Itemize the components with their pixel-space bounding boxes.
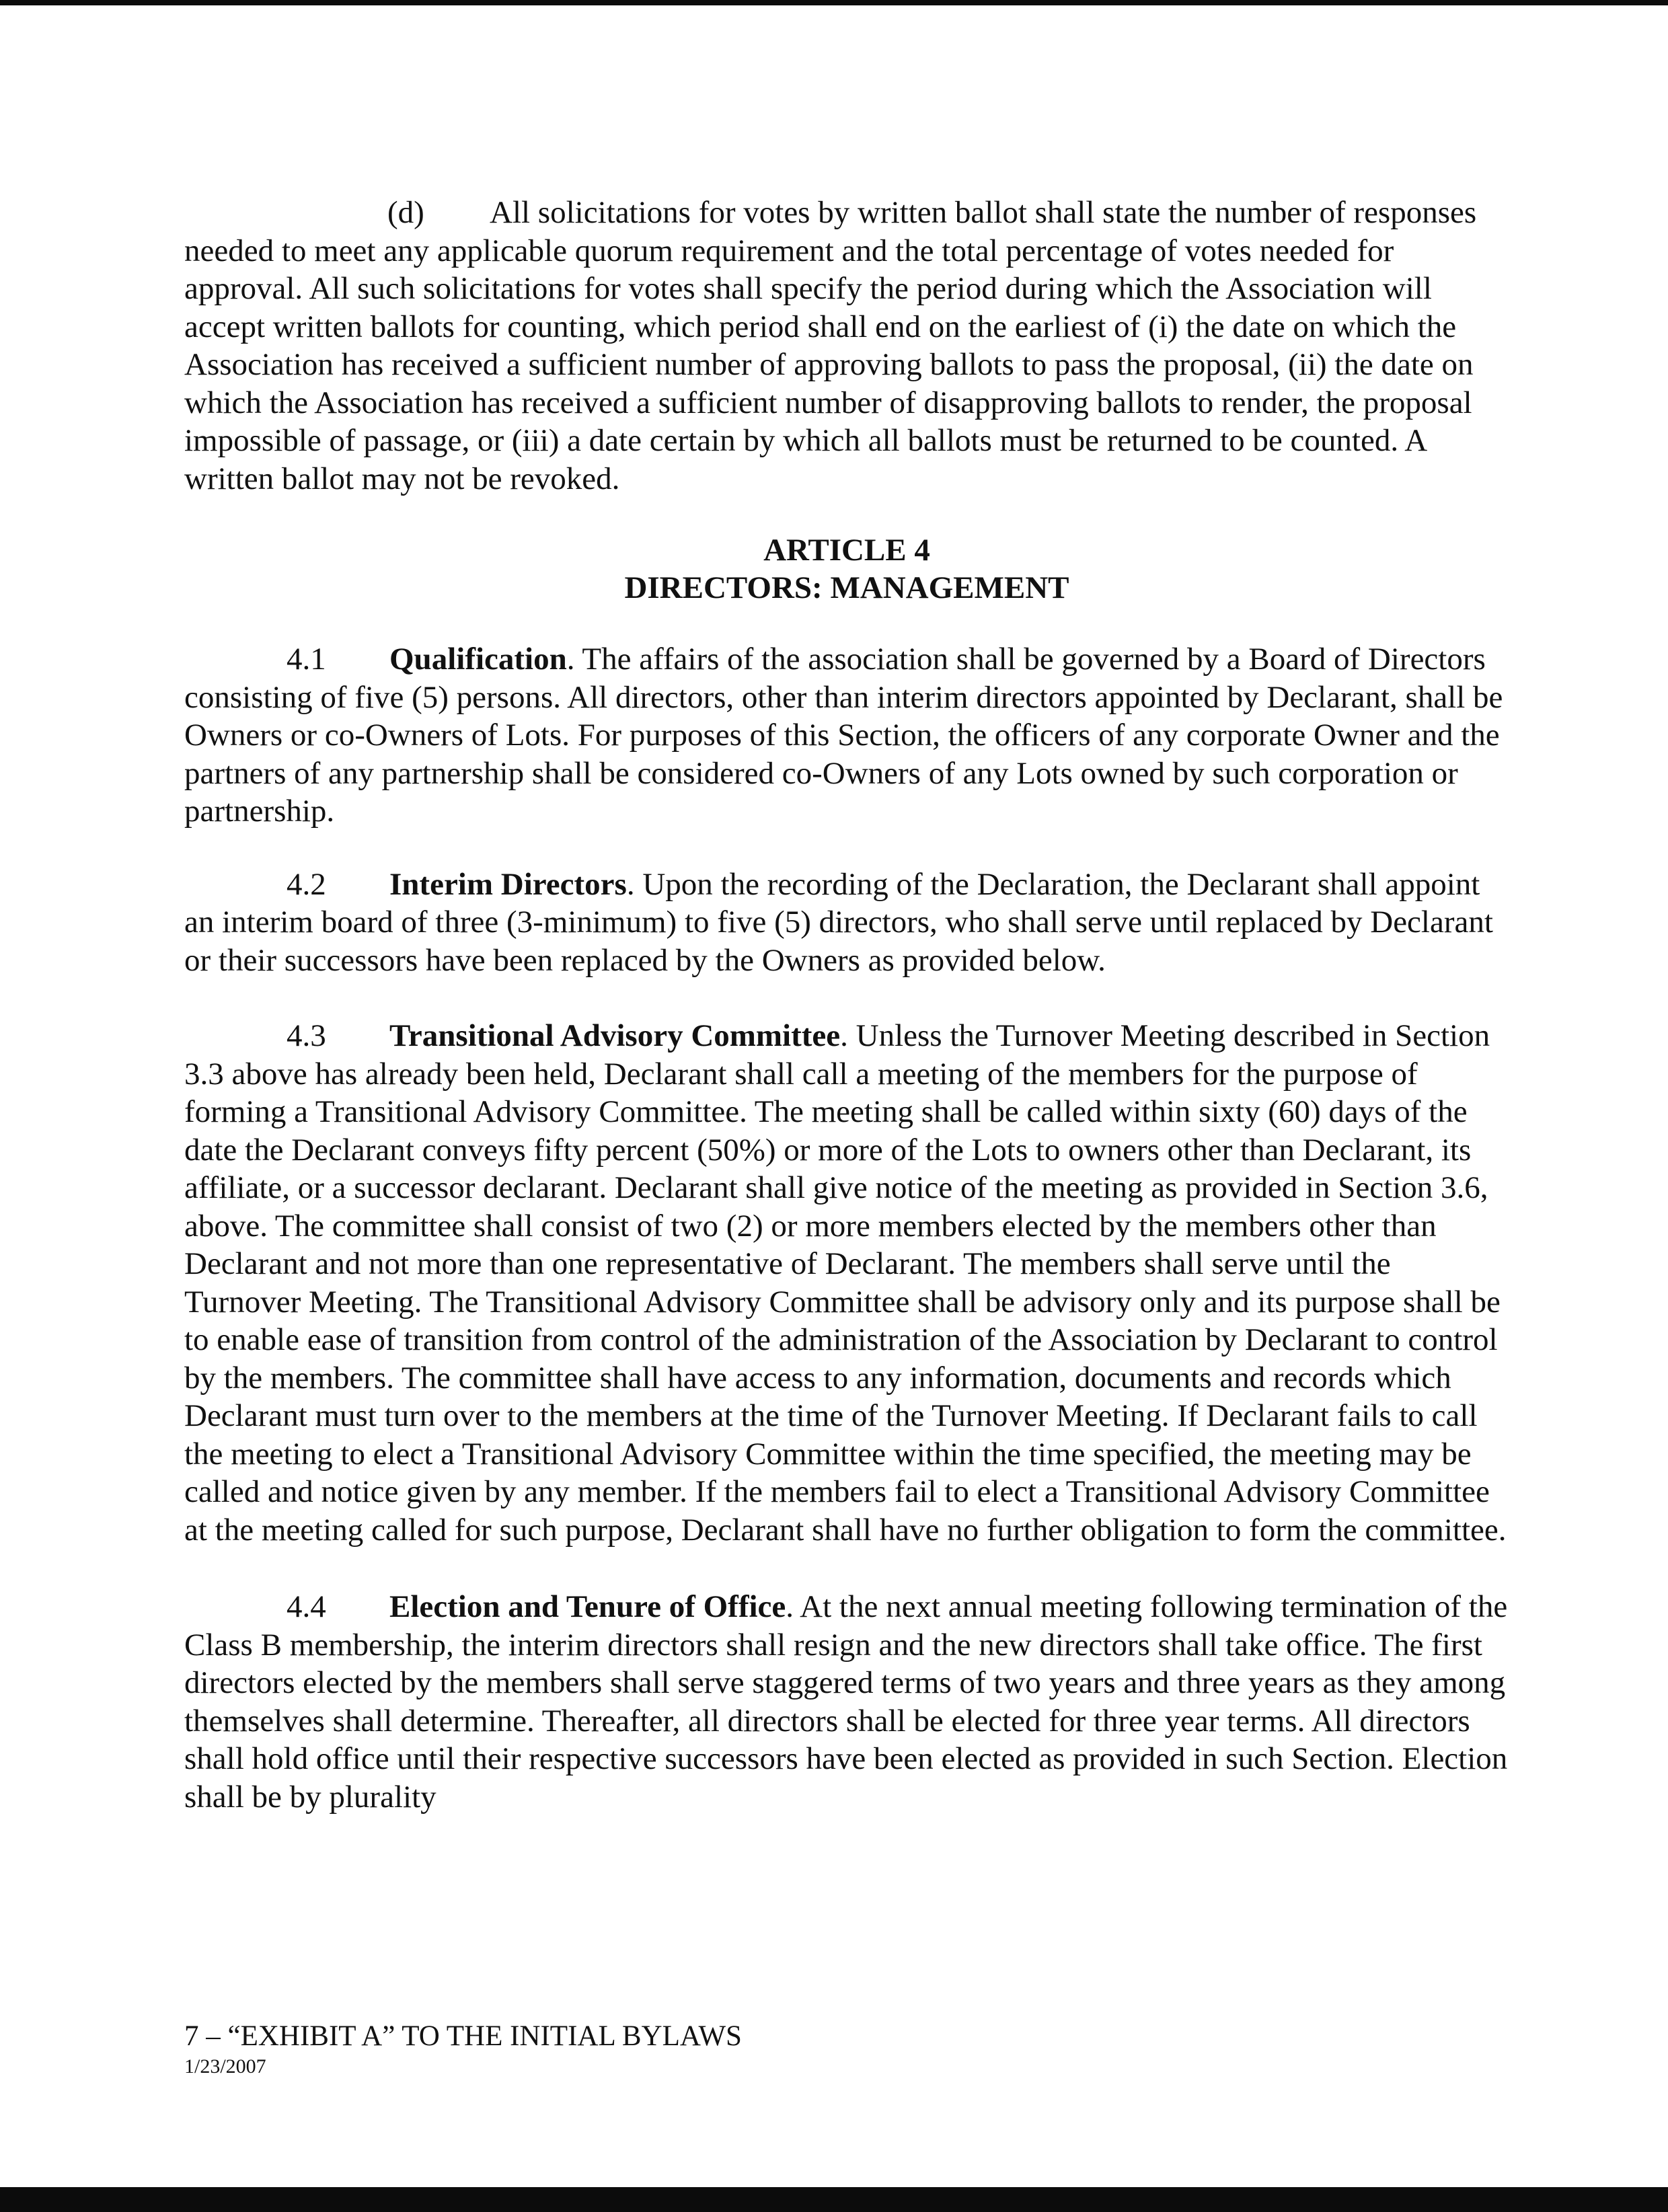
section-4-4: [184, 1588, 1509, 1816]
section-4-4-heading: Election and Tenure of Office: [389, 1589, 786, 1624]
paragraph-d-text: All solicitations for votes by written ballot shall state the number of responses needed to meet any applicable quorum requirement and the total percentage of votes needed for approval. All such solicitations for votes shall specify the period during which the Association will accept written ballots for counting, which period shall end on the earliest of (i) the date on which the Association has received a sufficient number of approving ballots to pass the proposal, (ii) the date on which the Association has received a sufficient number of disapproving ballots to render, the proposal impossible of passage, or (iii) a date certain by which all ballots must be returned to be counted. A written ballot may not be revoked.: [184, 195, 1477, 496]
section-4-2-number: 4.2: [287, 866, 326, 902]
article-number: ARTICLE 4: [763, 533, 930, 568]
section-4-3-text: Unless the Turnover Meeting described in Section 3.3 above has already been held, Declarant shall call a meeting of the members for the purpose of forming a Transitional Advisory Committee. The meeting shall be called within sixty (60) days of the date the Declarant conveys fifty percent (50%) or more of the Lots to owners other than Declarant, its affiliate, or a successor declarant. Declarant shall give notice of the meeting as provided in Section 3.6, above. The committee shall consist of two (2) or more members elected by the members other than Declarant and not more than one representative of Declarant. The members shall serve until the Turnover Meeting. The Transitional Advisory Committee shall be advisory only and its purpose shall be to enable ease of transition from control of the administration of the Association by Declarant to control by the members. The committee shall have access to any information, documents and records which Declarant must turn over to the members at the time of the Turnover Meeting. If Declarant fails to call the meeting to elect a Transitional Advisory Committee within the time specified, the meeting may be called and notice given by any member. If the members fail to elect a Transitional Advisory Committee at the meeting called for such purpose, Declarant shall have no further obligation to form the committee.: [184, 1018, 1507, 1548]
page-footer: [184, 2020, 742, 2080]
paragraph-d-number: (d): [387, 195, 424, 230]
section-4-2: [184, 866, 1509, 980]
section-4-3-number: 4.3: [287, 1018, 326, 1053]
section-4-4-number: 4.4: [287, 1589, 326, 1624]
section-4-1-text: The affairs of the association shall be governed by a Board of Directors consisting of five (5) persons. All directors, other than interim directors appointed by Declarant, shall be Owners or co-Owners of Lots. For purposes of this Section, the officers of any corporate Owner and the partners of any partnership shall be considered co-Owners of any Lots owned by such corporation or partnership.: [184, 642, 1503, 829]
section-4-2-text: Upon the recording of the Declaration, the Declarant shall appoint an interim board of three (3-minimum) to five (5) directors, who shall serve until replaced by Declarant or their successors have been replaced by the Owners as provided below.: [184, 866, 1493, 978]
section-4-1-number: 4.1: [287, 642, 326, 677]
document-page: [184, 194, 1509, 1816]
scan-edge-top: [0, 0, 1668, 5]
heading-period: .: [840, 1018, 848, 1053]
section-4-3: [184, 1017, 1509, 1549]
heading-period: .: [626, 866, 635, 902]
scan-edge-bottom: [0, 2187, 1668, 2212]
heading-period: .: [786, 1589, 794, 1624]
section-4-1: [184, 640, 1509, 831]
section-4-1-heading: Qualification: [389, 642, 567, 677]
heading-period: .: [566, 642, 575, 677]
section-4-2-heading: Interim Directors: [389, 866, 627, 902]
paragraph-d: [184, 194, 1509, 498]
article-title: DIRECTORS: MANAGEMENT: [624, 570, 1069, 605]
footer-date: 1/23/2007: [184, 2055, 266, 2077]
section-4-4-text: At the next annual meeting following termination of the Class B membership, the interim directors shall resign and the new directors shall take office. The first directors elected by the members shall serve staggered terms of two years and three years as they among themselves shall determine. Thereafter, all directors shall be elected for three year terms. All directors shall hold office until their respective successors have been elected as provided in such Section. Election shall be by plurality: [184, 1589, 1508, 1815]
footer-title: 7 – “EXHIBIT A” TO THE INITIAL BYLAWS: [184, 2020, 742, 2052]
section-4-3-heading: Transitional Advisory Committee: [389, 1018, 841, 1053]
